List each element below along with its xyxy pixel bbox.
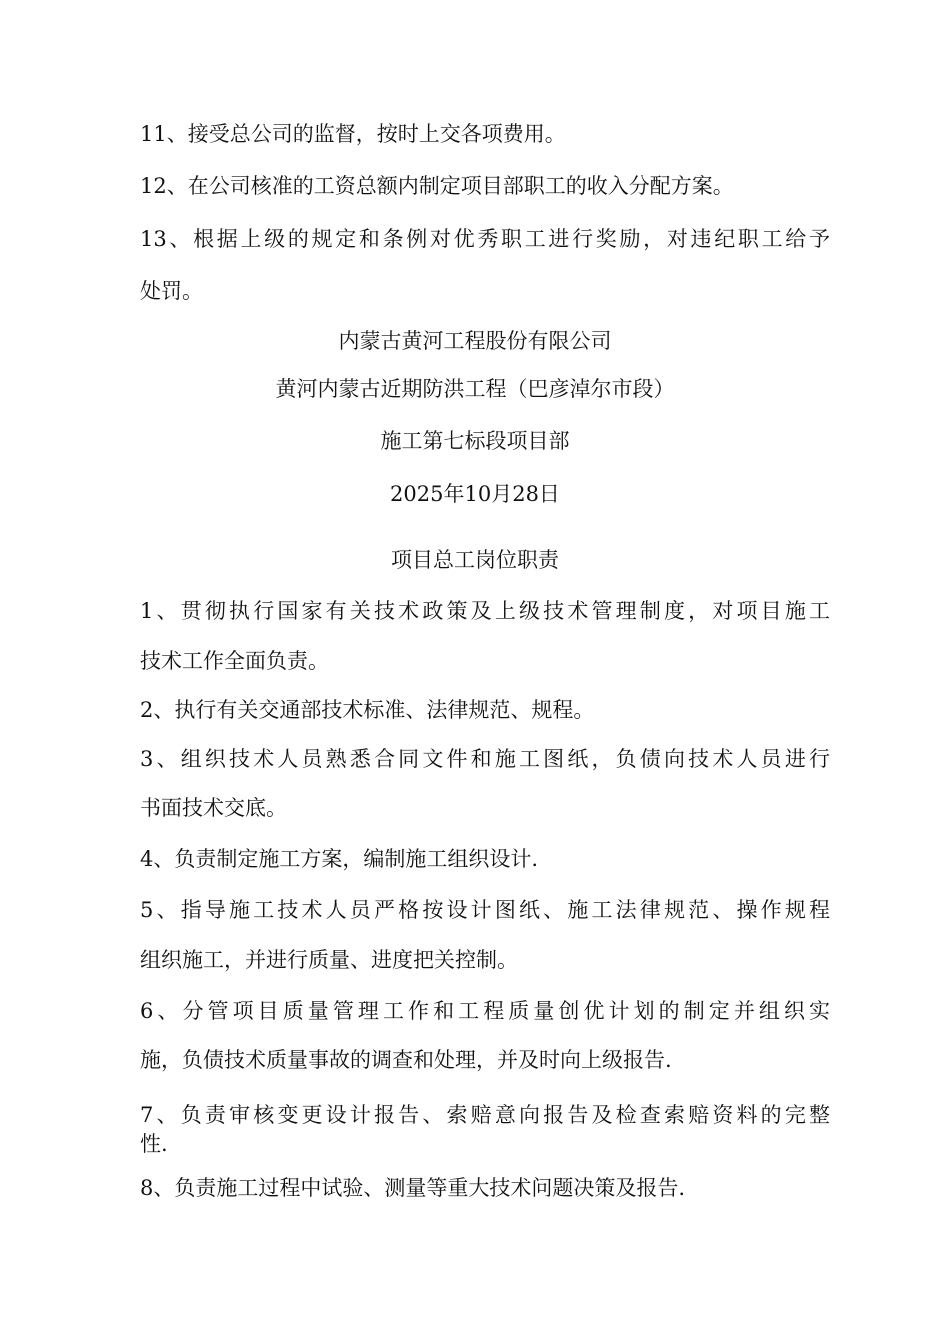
duty-3-continued: 书面技术交底。 [140,796,287,820]
duty-7-continued: 性. [140,1132,168,1156]
duty-6: 6、分管项目质量管理工作和工程质量创优计划的制定并组织实 [140,999,830,1023]
duty-2: 2、执行有关交通部技术标准、法律规范、规程。 [140,698,595,722]
duty-1: 1、贯彻执行国家有关技术政策及上级技术管理制度，对项目施工 [140,599,830,623]
item-13-continued: 处罚。 [140,279,203,303]
duty-1-continued: 技术工作全面负责。 [140,649,329,673]
duty-8: 8、负责施工过程中试验、测量等重大技术问题决策及报告. [140,1176,686,1200]
duty-5: 5、指导施工技术人员严格按设计图纸、施工法律规范、操作规程 [140,898,830,922]
item-12: 12、在公司核准的工资总额内制定项目部职工的收入分配方案。 [140,174,734,198]
signature-company: 内蒙古黄河工程股份有限公司 [338,329,612,353]
signature-date: 2025年10月28日 [390,482,560,506]
item-13: 13、根据上级的规定和条例对优秀职工进行奖励，对违纪职工给予 [140,227,830,251]
duty-4: 4、负责制定施工方案，编制施工组织设计. [140,847,539,871]
duty-3: 3、组织技术人员熟悉合同文件和施工图纸，负债向技术人员进行 [140,747,830,771]
duty-6-continued: 施，负债技术质量事故的调查和处理，并及时向上级报告. [140,1048,672,1072]
item-11: 11、接受总公司的监督，按时上交各项费用。 [140,122,566,146]
duty-5-continued: 组织施工，并进行质量、进度把关控制。 [140,948,518,972]
signature-department: 施工第七标段项目部 [380,429,570,453]
section-title: 项目总工岗位职责 [391,548,559,572]
signature-project: 黄河内蒙古近期防洪工程（巴彦淖尔市段） [275,377,675,401]
duty-7: 7、负责审核变更设计报告、索赔意向报告及检查索赔资料的完整 [140,1103,830,1127]
